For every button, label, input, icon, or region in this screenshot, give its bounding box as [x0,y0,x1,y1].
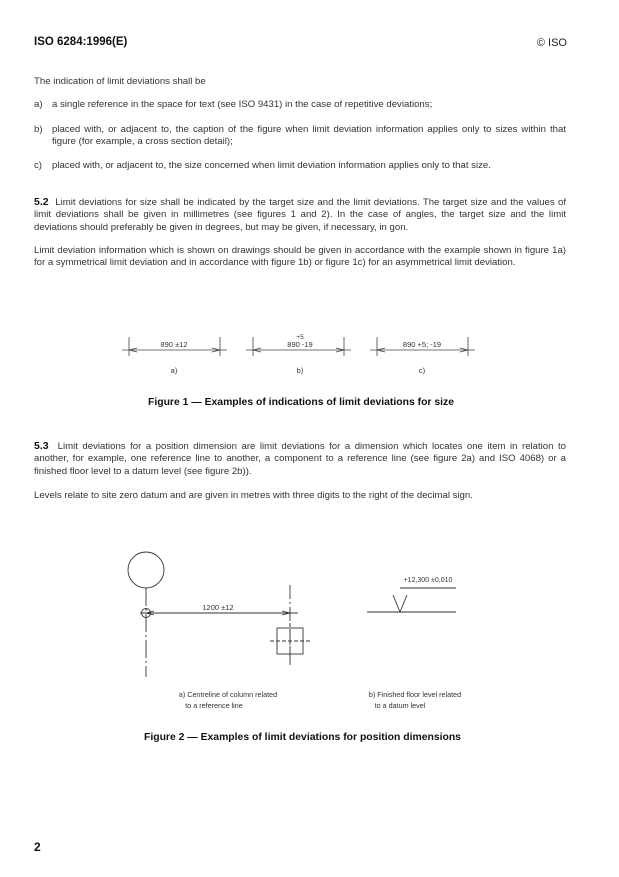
list-item-label: a) [34,99,43,110]
fig2b-caption-line2: to a datum level [374,701,426,710]
figure-1-caption: Figure 1 — Examples of indications of limit deviations for size [148,397,455,408]
document-id: ISO 6284:1996(E) [34,36,128,48]
list-item-text: placed with, or adjacent to, the caption of the figure when limit deviation information applies only to sizes within that figure (for example, a cross section detail); [52,124,566,148]
fig2a-caption-line1: a) Centreline of column related [178,690,278,699]
fig1b-upper-deviation: +5 [296,334,304,341]
section-text: Limit deviations for size shall be indicated by the target size and the limit deviations. The target size and the values of limit deviations shall be given in millimetres (see figures 1 and 2). In the case of angles, the target size and the limit deviations should preferably be given in degrees, but may be given, if necessary, in gon. [34,197,566,233]
section-number: 5.3 [34,440,49,452]
page-number: 2 [34,840,41,854]
list-item-label: c) [34,160,42,171]
fig2b-caption-line1: b) Finished floor level related [368,690,462,699]
list-item-text: a single reference in the space for text (see ISO 9431) in the case of repetitive deviations; [52,99,433,110]
list-item-a [34,99,566,113]
figure-2-caption: Figure 2 — Examples of limit deviations for position dimensions [144,732,461,743]
fig1a-dimension: 890 ±12 [160,340,188,349]
section-5-3-paragraph-2: Levels relate to site zero datum and are given in metres with three digits to the right of the decimal sign. [34,490,473,501]
fig1c-dimension: 890 +5; -19 [402,340,442,349]
intro-paragraph: The indication of limit deviations shall be [34,76,206,87]
fig2b-level: +12,300 ±0,010 [403,577,453,584]
fig1c-sublabel: c) [418,366,426,375]
section-number: 5.2 [34,196,49,208]
fig1b-sublabel: b) [296,366,304,375]
section-5-2-paragraph [34,196,566,234]
figure-1-drawing [110,330,490,378]
list-item-c [34,160,566,174]
fig2a-caption-line2: to a reference line [185,701,243,710]
copyright-notice: © ISO [536,37,567,49]
section-text: Limit deviations for a position dimension are limit deviations for a dimension which locates one item in relation to another, for example, one reference line to another, a component to a reference line (see figure 2a) and ISO 4068) or a finished floor level to a datum level (see figure 2b)). [34,441,566,477]
fig1b-dimension: 890 -19 [287,340,313,349]
list-item-text: placed with, or adjacent to, the size concerned when limit deviation information applies only to that size. [52,160,491,171]
fig1a-sublabel: a) [170,366,178,375]
figure-2-drawing [110,545,490,720]
section-5-2-paragraph-2: Limit deviation information which is shown on drawings should be given in accordance with the example shown in figure 1a) for a symmetrical limit deviation and in accordance with figure 1b) or figure 1c) for an asymmetrical limit deviation. [34,245,566,269]
fig2a-dimension: 1200 ±12 [202,603,234,612]
list-item-b [34,124,566,150]
section-5-3-paragraph [34,440,566,478]
list-item-label: b) [34,124,43,135]
